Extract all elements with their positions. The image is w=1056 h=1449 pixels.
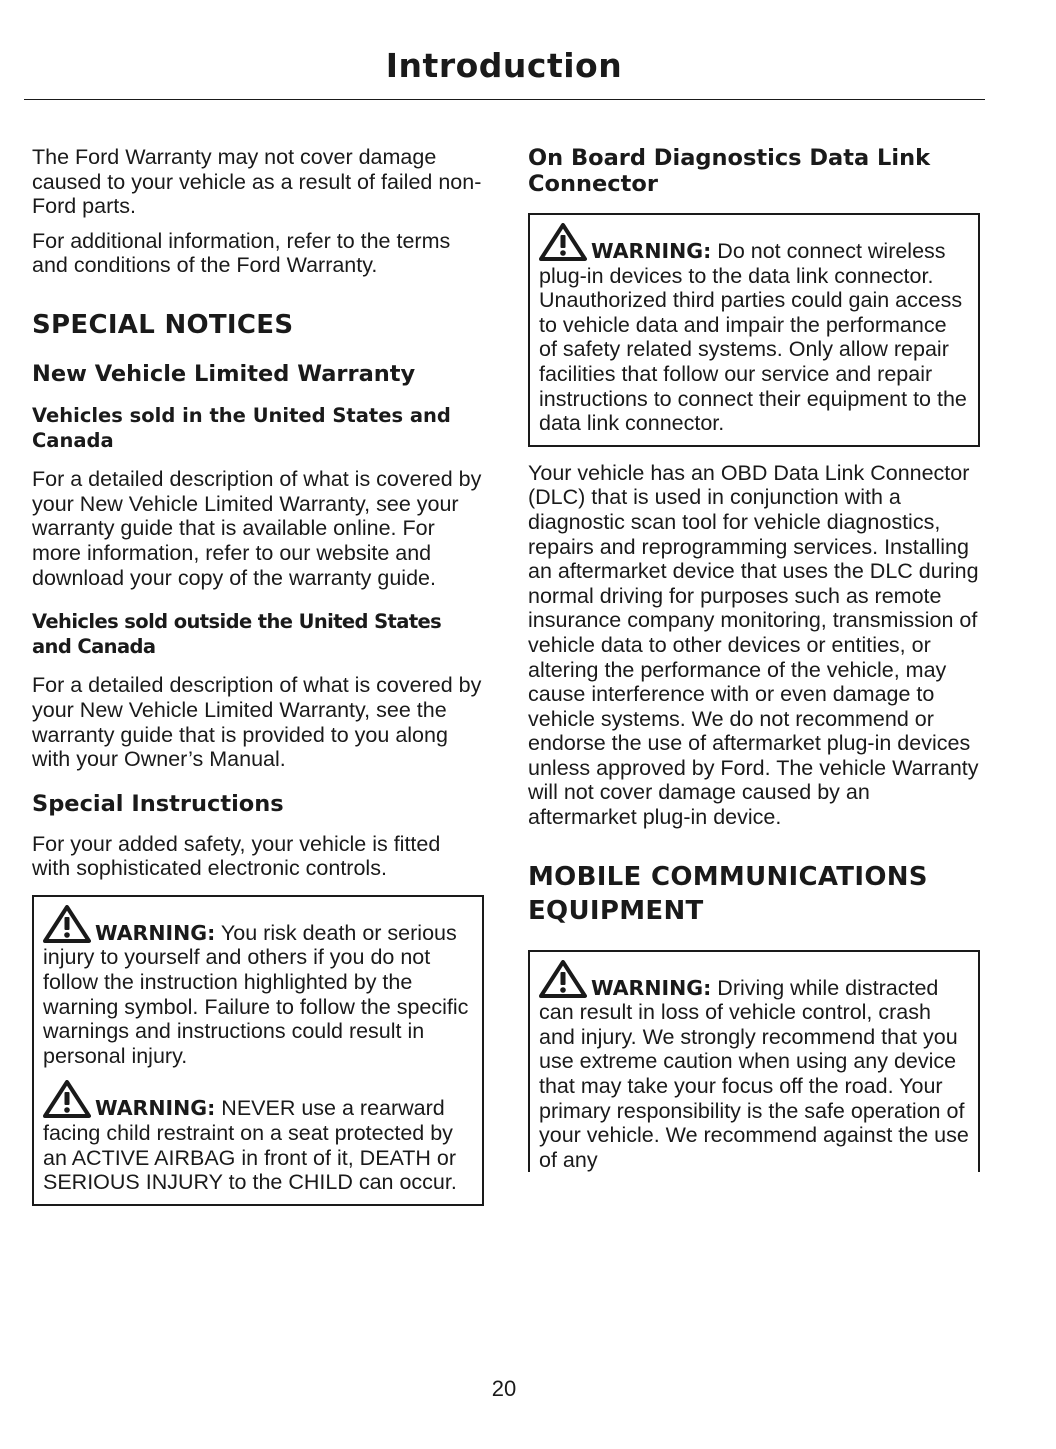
warning-label: WARNING:	[95, 920, 216, 945]
warning-airbag	[43, 1080, 473, 1194]
warning-text: You risk death or serious injury to yourself and others if you do not follow the instruction highlighted by the warning symbol. Failure to follow the specific warnings and instructions could result in personal injury.	[43, 920, 469, 1068]
warning-mobile	[539, 960, 969, 1173]
warning-text: NEVER use a rearward facing child restraint on a seat protected by an ACTIVE AIRBAG in front of it, DEATH or SERIOUS INJURY to the CHILD can occur.	[43, 1096, 457, 1195]
outside-us-paragraph: For a detailed description of what is covered by your New Vehicle Limited Warranty, see the warranty guide that is provided to you along with your Owner’s Manual.	[32, 673, 482, 772]
warning-box-mobile	[528, 950, 980, 1173]
warning-box-obd	[528, 213, 980, 447]
header-divider	[24, 99, 985, 100]
left-column	[32, 145, 484, 1206]
special-instructions-paragraph: For your added safety, your vehicle is fitted with sophisticated electronic controls.	[32, 831, 441, 881]
warning-triangle-icon	[539, 223, 587, 261]
mobile-communications-heading: MOBILE COMMUNICATIONS EQUIPMENT	[528, 861, 928, 926]
right-column	[528, 145, 980, 1172]
warning-box-general	[32, 895, 484, 1206]
warning-triangle-icon	[43, 905, 91, 943]
special-instructions-heading: Special Instructions	[32, 790, 284, 817]
warning-triangle-icon	[539, 960, 587, 998]
warning-text: Driving while distracted can result in loss of vehicle control, crash and injury. We strongly recommend that you use extreme caution when using any device that may take your focus off the road. Your primary responsibility is the safe operation of your vehicle. We recommend against the use of any	[539, 975, 969, 1172]
warning-triangle-icon	[43, 1080, 91, 1118]
warning-label: WARNING:	[591, 975, 712, 1000]
us-canada-paragraph: For a detailed description of what is covered by your New Vehicle Limited Warranty, see your warranty guide that is available online. For more information, refer to our website and download your copy of the warranty guide.	[32, 467, 482, 590]
warning-label: WARNING:	[95, 1096, 216, 1121]
new-vehicle-limited-warranty-heading: New Vehicle Limited Warranty	[32, 360, 416, 387]
us-canada-heading: Vehicles sold in the United States and Canada	[32, 403, 451, 452]
outside-us-heading: Vehicles sold outside the United States and Canada	[32, 610, 442, 658]
warning-label: WARNING:	[591, 239, 712, 263]
special-notices-heading: SPECIAL NOTICES	[32, 309, 294, 340]
page-title: Introduction	[385, 46, 623, 85]
warranty-note-paragraph: The Ford Warranty may not cover damage caused to your vehicle as a result of failed non-Ford parts.	[32, 145, 482, 219]
warning-obd	[539, 223, 969, 436]
warranty-terms-paragraph: For additional information, refer to the terms and conditions of the Ford Warranty.	[32, 228, 451, 278]
obd-paragraph: Your vehicle has an OBD Data Link Connector (DLC) that is used in conjunction with a diagnostic scan tool for vehicle diagnostics, repairs and reprogramming services. Installing an aftermarket device that uses the DLC during normal driving for purposes such as remote insurance company monitoring, transmission of vehicle data to other devices or entities, or altering the performance of the vehicle, may cause interference with or even damage to vehicle systems. We do not recommend or endorse the use of aftermarket plug-in devices unless approved by Ford. The vehicle Warranty will not cover damage caused by an aftermarket plug-in device.	[528, 460, 979, 830]
warning-general	[43, 905, 473, 1069]
warning-text: Do not connect wireless plug-in devices to the data link connector. Unauthorized third parties could gain access to vehicle data and impair the performance of safety related systems. Only allow repair facilities that follow our service and repair instructions to connect their equipment to the data link connector.	[539, 239, 967, 436]
obd-heading: On Board Diagnostics Data Link Connector	[528, 145, 931, 197]
page-number: 20	[491, 1376, 517, 1401]
